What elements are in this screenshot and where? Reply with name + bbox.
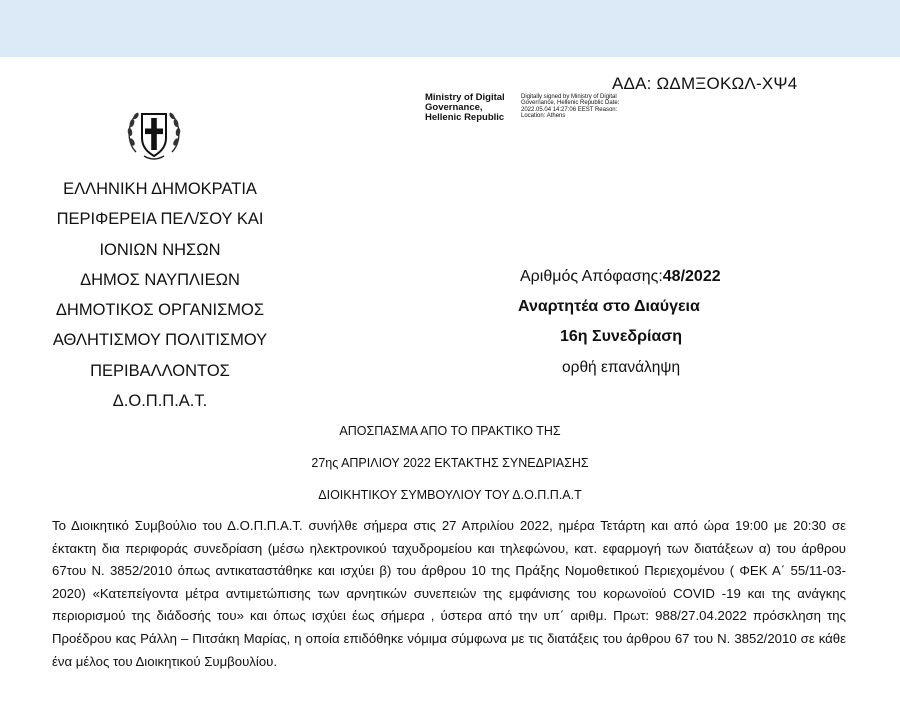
correction-note: ορθή επανάληψη xyxy=(562,359,681,376)
signature-signer: Ministry of Digital Governance, Hellenic Republic xyxy=(425,92,505,123)
top-bar xyxy=(0,0,900,57)
extract-title-line-3: ΔΙΟΙΚΗΤΙΚΟΥ ΣΥΜΒΟΥΛΙΟΥ ΤΟΥ Δ.Ο.Π.Π.Α.Τ xyxy=(318,488,582,502)
authority-line: ΑΘΛΗΤΙΣΜΟΥ ΠΟΛΙΤΙΣΜΟΥ xyxy=(52,331,268,350)
posted-notice: Αναρτητέα στο Διαύγεια xyxy=(518,298,700,315)
decision-label: Αριθμός Απόφασης: xyxy=(520,268,663,285)
session-number: 16η Συνεδρίαση xyxy=(560,328,683,345)
authority-line: ΔΗΜΟΣ ΝΑΥΠΛΙΕΩΝ xyxy=(80,270,240,289)
authority-line: ΠΕΡΙΒΑΛΛΟΝΤΟΣ xyxy=(90,361,230,380)
signature-details: Digitally signed by Ministry of Digital Governance, Hellenic Republic Date: 2022.05.04 14:27:06 EEST Reason: Location: Athens xyxy=(521,94,620,120)
authority-line: ΕΛΛΗΝΙΚΗ ΔΗΜΟΚΡΑΤΙΑ xyxy=(63,180,257,198)
authority-line: ΠΕΡΙΦΕΡΕΙΑ ΠΕΛ/ΣΟΥ ΚΑΙ xyxy=(56,210,264,229)
decision-value: 48/2022 xyxy=(662,268,721,285)
extract-title-line-1: ΑΠΟΣΠΑΣΜΑ ΑΠΟ ΤΟ ΠΡΑΚΤΙΚΟ ΤΗΣ xyxy=(339,424,561,438)
extract-title-line-2: 27ης ΑΠΡΙΛΙΟΥ 2022 ΕΚΤΑΚΤΗΣ ΣΥΝΕΔΡΙΑΣΗΣ xyxy=(311,456,589,470)
ada-code: ΑΔΑ: ΩΔΜΞΟΚΩΛ-ΧΨ4 xyxy=(612,74,798,93)
minutes-paragraph: Το Διοικητικό Συμβούλιο του Δ.Ο.Π.Π.Α.Τ. συνήλθε σήμερα στις 27 Απριλίου 2022, ημέρα Τετάρτη και από ώρα 19:00 με 20:30 σε έκτακτη δια περιφοράς συνεδρίαση (μέσω ηλεκτρονικού ταχυδρομείου και τηλεφώνου, κατ. εφαρμογή των διατάξεων α) του άρθρου 67του Ν. 3852/2010 όπως αντικαταστάθηκε και ισχύει β) του άρθρου 10 της Πράξης Νομοθετικού Περιεχομένου ( ΦΕΚ Α΄ 55/11-03-2020) «Κατεπείγοντα μέτρα αντιμετώπισης των αρνητικών συνεπειών της εμφάνισης του κορωνοϊού COVID -19 και της ανάγκης περιορισμού της διάδοσής του» και όπως ισχύει έως σήμερα , ύστερα από την υπ΄ αριθμ. Πρωτ: 988/27.04.2022 πρόσκληση της Προέδρου κας Ράλλη – Πιτσάκη Μαρίας, η οποία επιδόθηκε νόμιμα σύμφωνα με τις διατάξεις του άρθρου 67 του Ν. 3852/2010 σε κάθε ένα μέλος του Διοικητικού Συμβουλίου. xyxy=(52,518,846,669)
authority-line: ΙΟΝΙΩΝ ΝΗΣΩΝ xyxy=(99,240,221,259)
authority-line: Δ.Ο.Π.Π.Α.Τ. xyxy=(112,392,208,411)
hellenic-republic-emblem-icon xyxy=(124,104,184,164)
issuing-authority xyxy=(40,174,280,416)
authority-line: ΔΗΜΟΤΙΚΟΣ ΟΡΓΑΝΙΣΜΟΣ xyxy=(55,301,265,320)
decision-number xyxy=(520,268,721,286)
